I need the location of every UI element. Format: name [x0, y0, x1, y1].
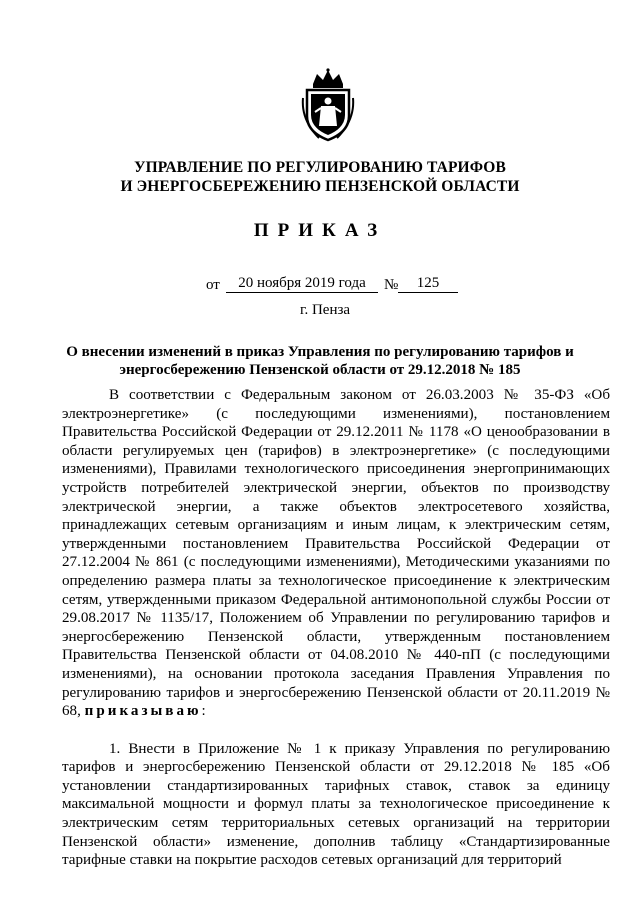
item-1-text: 1. Внести в Приложение № 1 к приказу Управления по регулированию тарифов и энергосбережению Пензенской области от 29.12.2018 № 185 «Об установлении стандартизированных тарифных ставок, ставок за единицу максимальной мощности и формул платы за технологическое присоединение к электрическим сетям территориальных сетевых организаций на территории Пензенской области» изменение, дополнив таблицу «Стандартизированные тарифные ставки на покрытие расходов сетевых организаций для территорий [62, 740, 610, 869]
document-number: 125 [398, 275, 458, 293]
preamble-text: В соответствии с Федеральным законом от 26.03.2003 № 35-ФЗ «Об электроэнергетике» (с последующими изменениями), постановлением Правительства Российской Федерации от 29.12.2011 № 1178 «О ценообразовании в области регулируемых цен (тарифов) в электроэнергетике» (с последующими изменениями), Правилами технологического присоединения энергопринимающих устройств потребителей электрической энергии, объектов по производству электрической энергии, а также объектов электросетевого хозяйства, принадлежащих сетевым организациям и иным лицам, к электрическим сетям, утвержденными постановлением Правительства Российской Федерации от 27.12.2004 № 861 (с последующими изменениями), Методическими указаниями по определению размера платы за технологическое присоединение к электрическим сетям, утвержденными приказом Федеральной антимонопольной службы России от 29.08.2017 № 1135/17, Положением об Управлении по регулированию тарифов и энергосбережению Пензенской области, утвержденным постановлением Правительства Пензенской области от 04.08.2010 № 440-пП (с последующими изменениями), на основании протокола заседания Правления Управления по регулированию тарифов и энергосбережению Пензенской области от 20.11.2019 № 68, [62, 387, 610, 720]
org-line-1: УПРАВЛЕНИЕ ПО РЕГУЛИРОВАНИЮ ТАРИФОВ [134, 159, 506, 176]
date-prefix: от [206, 277, 220, 293]
title-line-2: энергосбережению Пензенской области от 29.12.2018 № 185 [119, 362, 521, 378]
document-title [0, 343, 640, 379]
date-number-line [206, 275, 476, 297]
title-line-1: О внесении изменений в приказ Управления по регулированию тарифов и [66, 344, 574, 360]
document-date: 20 ноября 2019 года [226, 275, 378, 293]
number-label: № [384, 277, 399, 293]
penza-coat-of-arms-icon [299, 68, 357, 142]
item-1-paragraph [62, 740, 610, 870]
document-type: ПРИКАЗ [253, 220, 387, 241]
organization-name [0, 158, 640, 196]
org-line-2: И ЭНЕРГОСБЕРЕЖЕНИЮ ПЕНЗЕНСКОЙ ОБЛАСТИ [120, 178, 520, 195]
document-body [62, 386, 610, 870]
preamble-paragraph [62, 386, 610, 721]
order-word: приказываю [84, 703, 202, 720]
order-colon: : [201, 703, 206, 720]
city: г. Пенза [300, 302, 351, 318]
